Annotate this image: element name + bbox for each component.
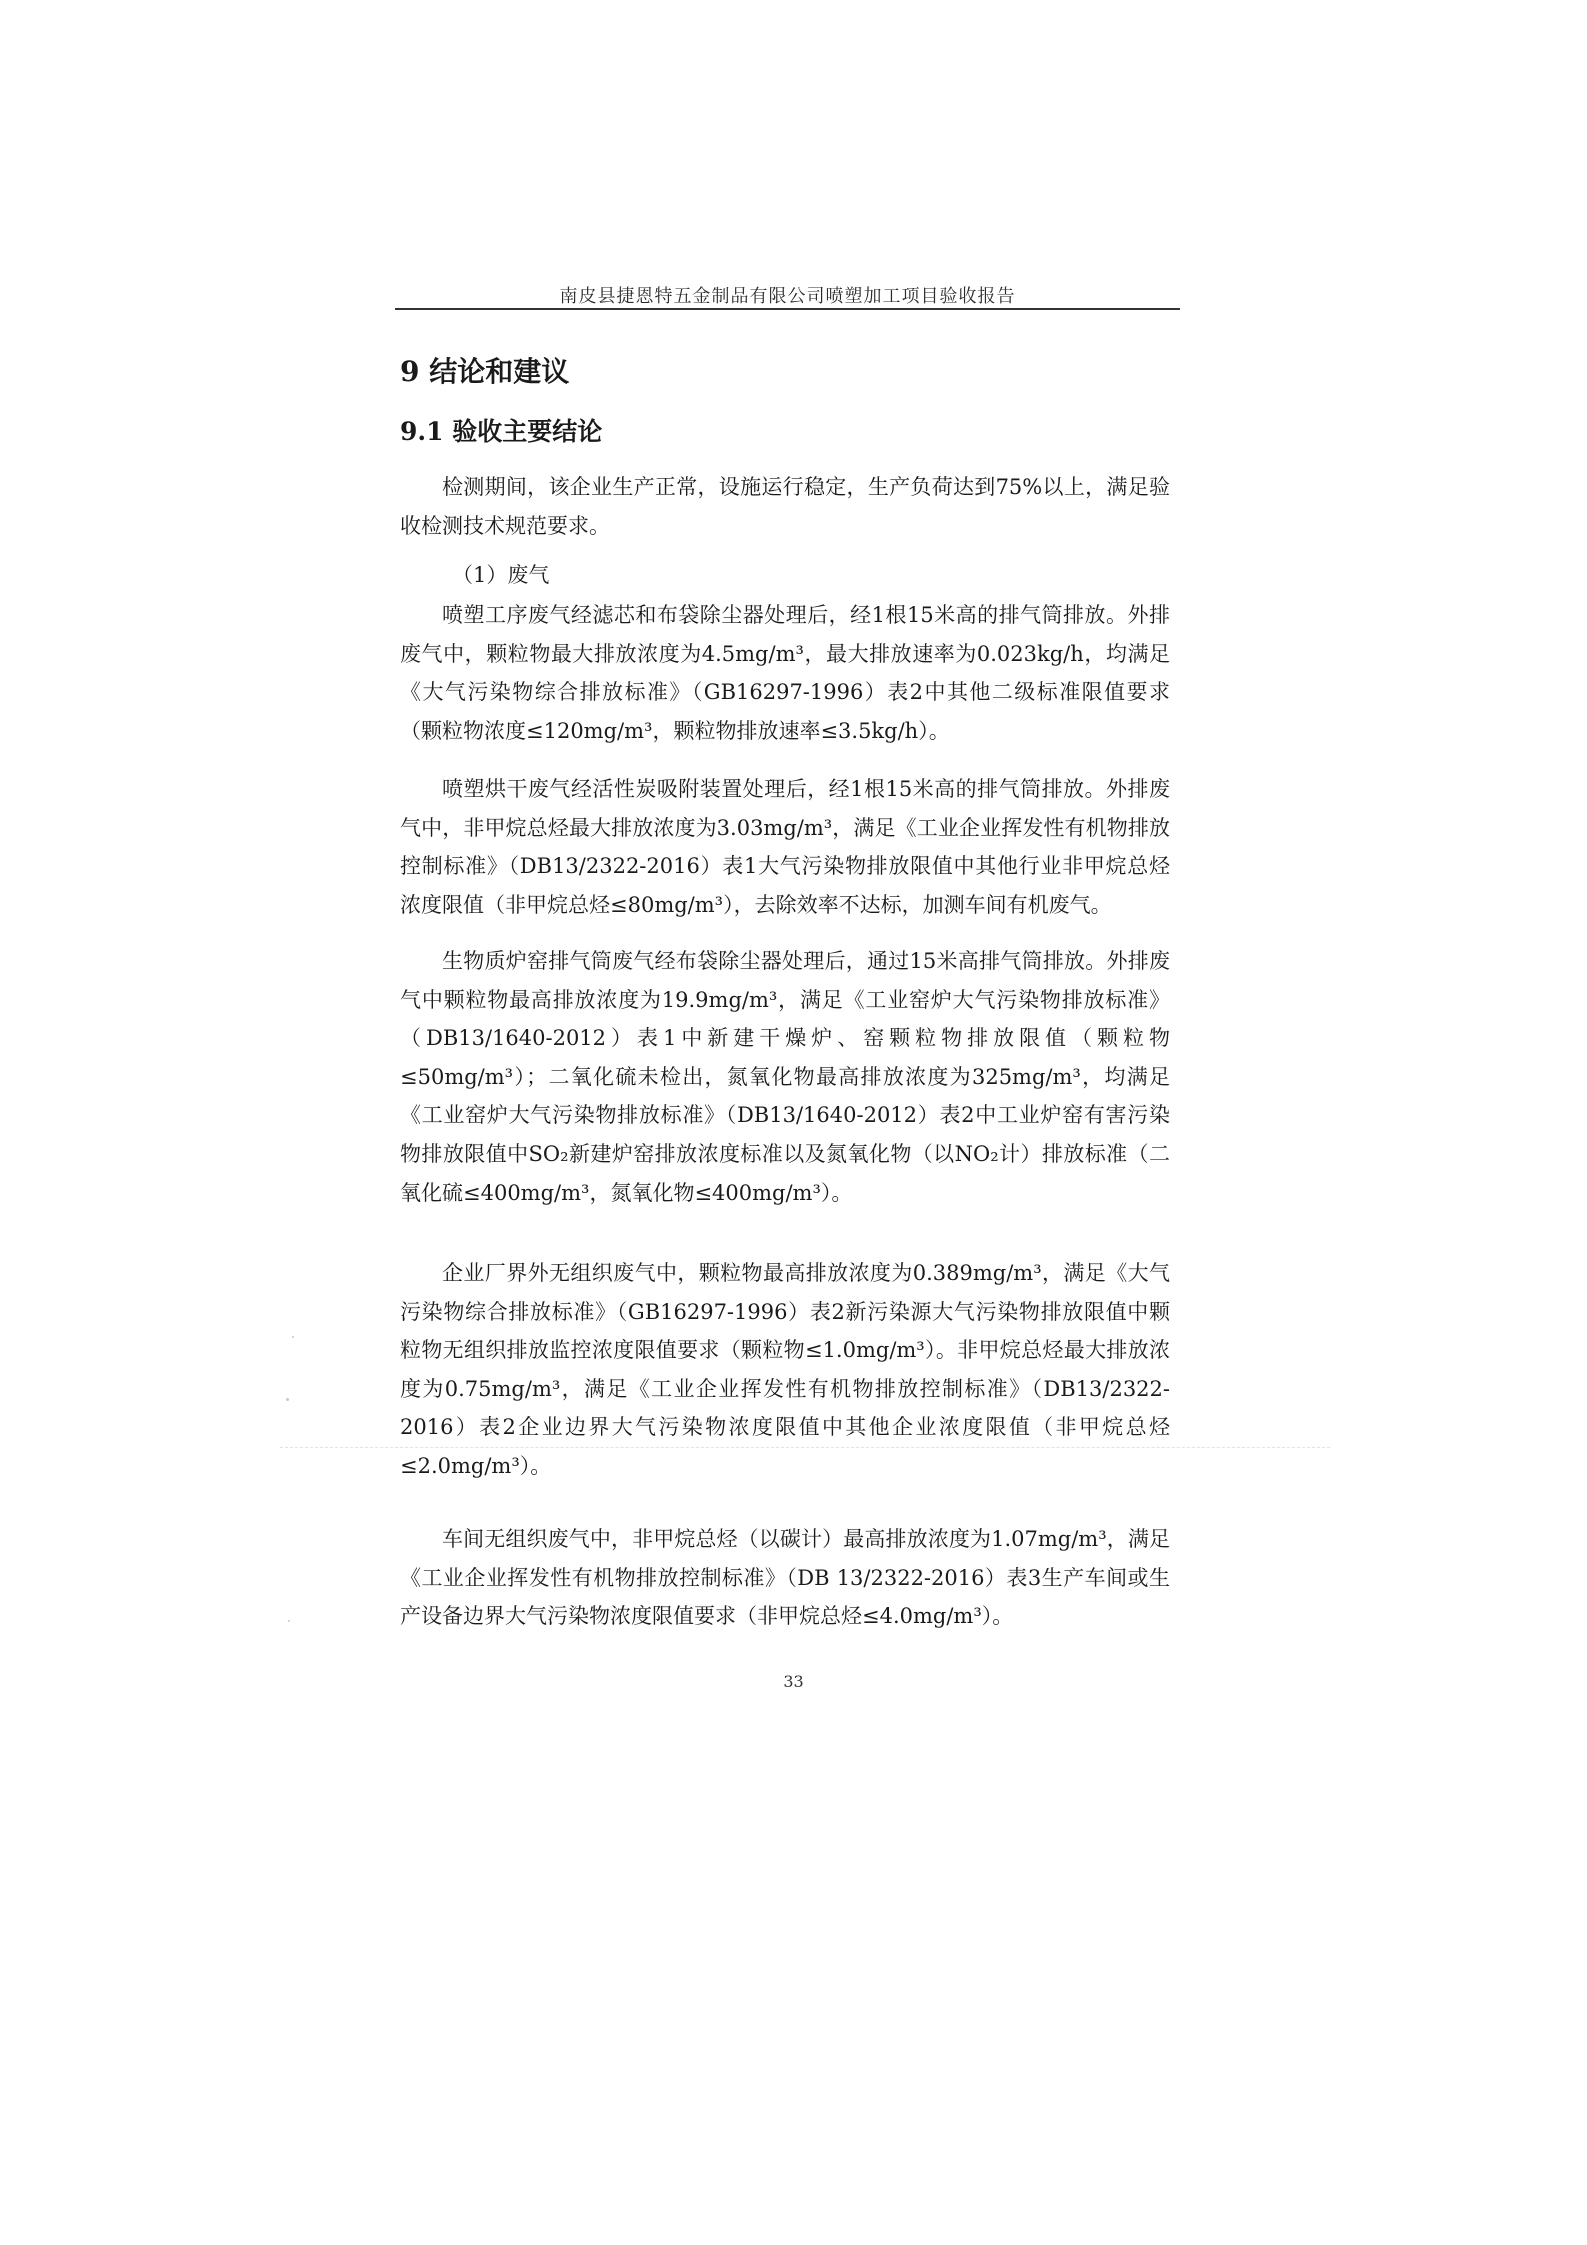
paragraph-spray-drying: 喷塑烘干废气经活性炭吸附装置处理后，经1根15米高的排气筒排放。外排废气中，非甲烷总烃最大排放浓度为3.03mg/m³，满足《工业企业挥发性有机物排放控制标准》（DB13/2322-2016）表1大气污染物排放限值中其他行业非甲烷总烃浓度限值（非甲烷总烃≤80mg/m³），去除效率不达标，加测车间有机废气。 [400, 777, 1170, 917]
paragraph-workshop-emissions: 车间无组织废气中，非甲烷总烃（以碳计）最高排放浓度为1.07mg/m³，满足《工业企业挥发性有机物排放控制标准》（DB 13/2322-2016）表3生产车间或生产设备边界大气污染物浓度限值要求（非甲烷总烃≤4.0mg/m³）。 [400, 1527, 1170, 1629]
header-rule [395, 308, 1180, 310]
paragraph-intro: 检测期间，该企业生产正常，设施运行稳定，生产负荷达到75%以上，满足验收检测技术规范要求。 [400, 475, 1170, 538]
paragraph-spray-process: 喷塑工序废气经滤芯和布袋除尘器处理后，经1根15米高的排气筒排放。外排废气中，颗粒物最大排放浓度为4.5mg/m³，最大排放速率为0.023kg/h，均满足《大气污染物综合排放标准》（GB16297-1996）表2中其他二级标准限值要求（颗粒物浓度≤120mg/m³，颗粒物排放速率≤3.5kg/h）。 [400, 603, 1170, 743]
scan-speck [286, 1398, 289, 1401]
scan-speck [288, 1620, 290, 1622]
scan-artifact-line [280, 1447, 1330, 1448]
paragraph-subhead-exhaust: （1）废气 [452, 563, 550, 587]
section-heading: 9 结论和建议 [400, 355, 570, 388]
paragraph-boundary-emissions: 企业厂界外无组织废气中，颗粒物最高排放浓度为0.389mg/m³，满足《大气污染物综合排放标准》（GB16297-1996）表2新污染源大气污染物排放限值中颗粒物无组织排放监控浓度限值要求（颗粒物≤1.0mg/m³）。非甲烷总烃最大排放浓度为0.75mg/m³，满足《工业企业挥发性有机物排放控制标准》（DB13/2322-2016）表2企业边界大气污染物浓度限值中其他企业浓度限值（非甲烷总烃≤2.0mg/m³）。 [400, 1261, 1170, 1478]
subsection-heading: 9.1 验收主要结论 [400, 417, 603, 446]
scan-speck [292, 1336, 294, 1338]
running-header: 南皮县捷恩特五金制品有限公司喷塑加工项目验收报告 [559, 286, 1016, 307]
paragraph-biomass-kiln: 生物质炉窑排气筒废气经布袋除尘器处理后，通过15米高排气筒排放。外排废气中颗粒物最高排放浓度为19.9mg/m³，满足《工业窑炉大气污染物排放标准》（DB13/1640-2012）表1中新建干燥炉、窑颗粒物排放限值（颗粒物≤50mg/m³）；二氧化硫未检出，氮氧化物最高排放浓度为325mg/m³，均满足《工业窑炉大气污染物排放标准》（DB13/1640-2012）表2中工业炉窑有害污染物排放限值中SO₂新建炉窑排放浓度标准以及氮氧化物（以NO₂计）排放标准（二氧化硫≤400mg/m³，氮氧化物≤400mg/m³）。 [400, 949, 1170, 1205]
page-number: 33 [783, 1672, 804, 1691]
